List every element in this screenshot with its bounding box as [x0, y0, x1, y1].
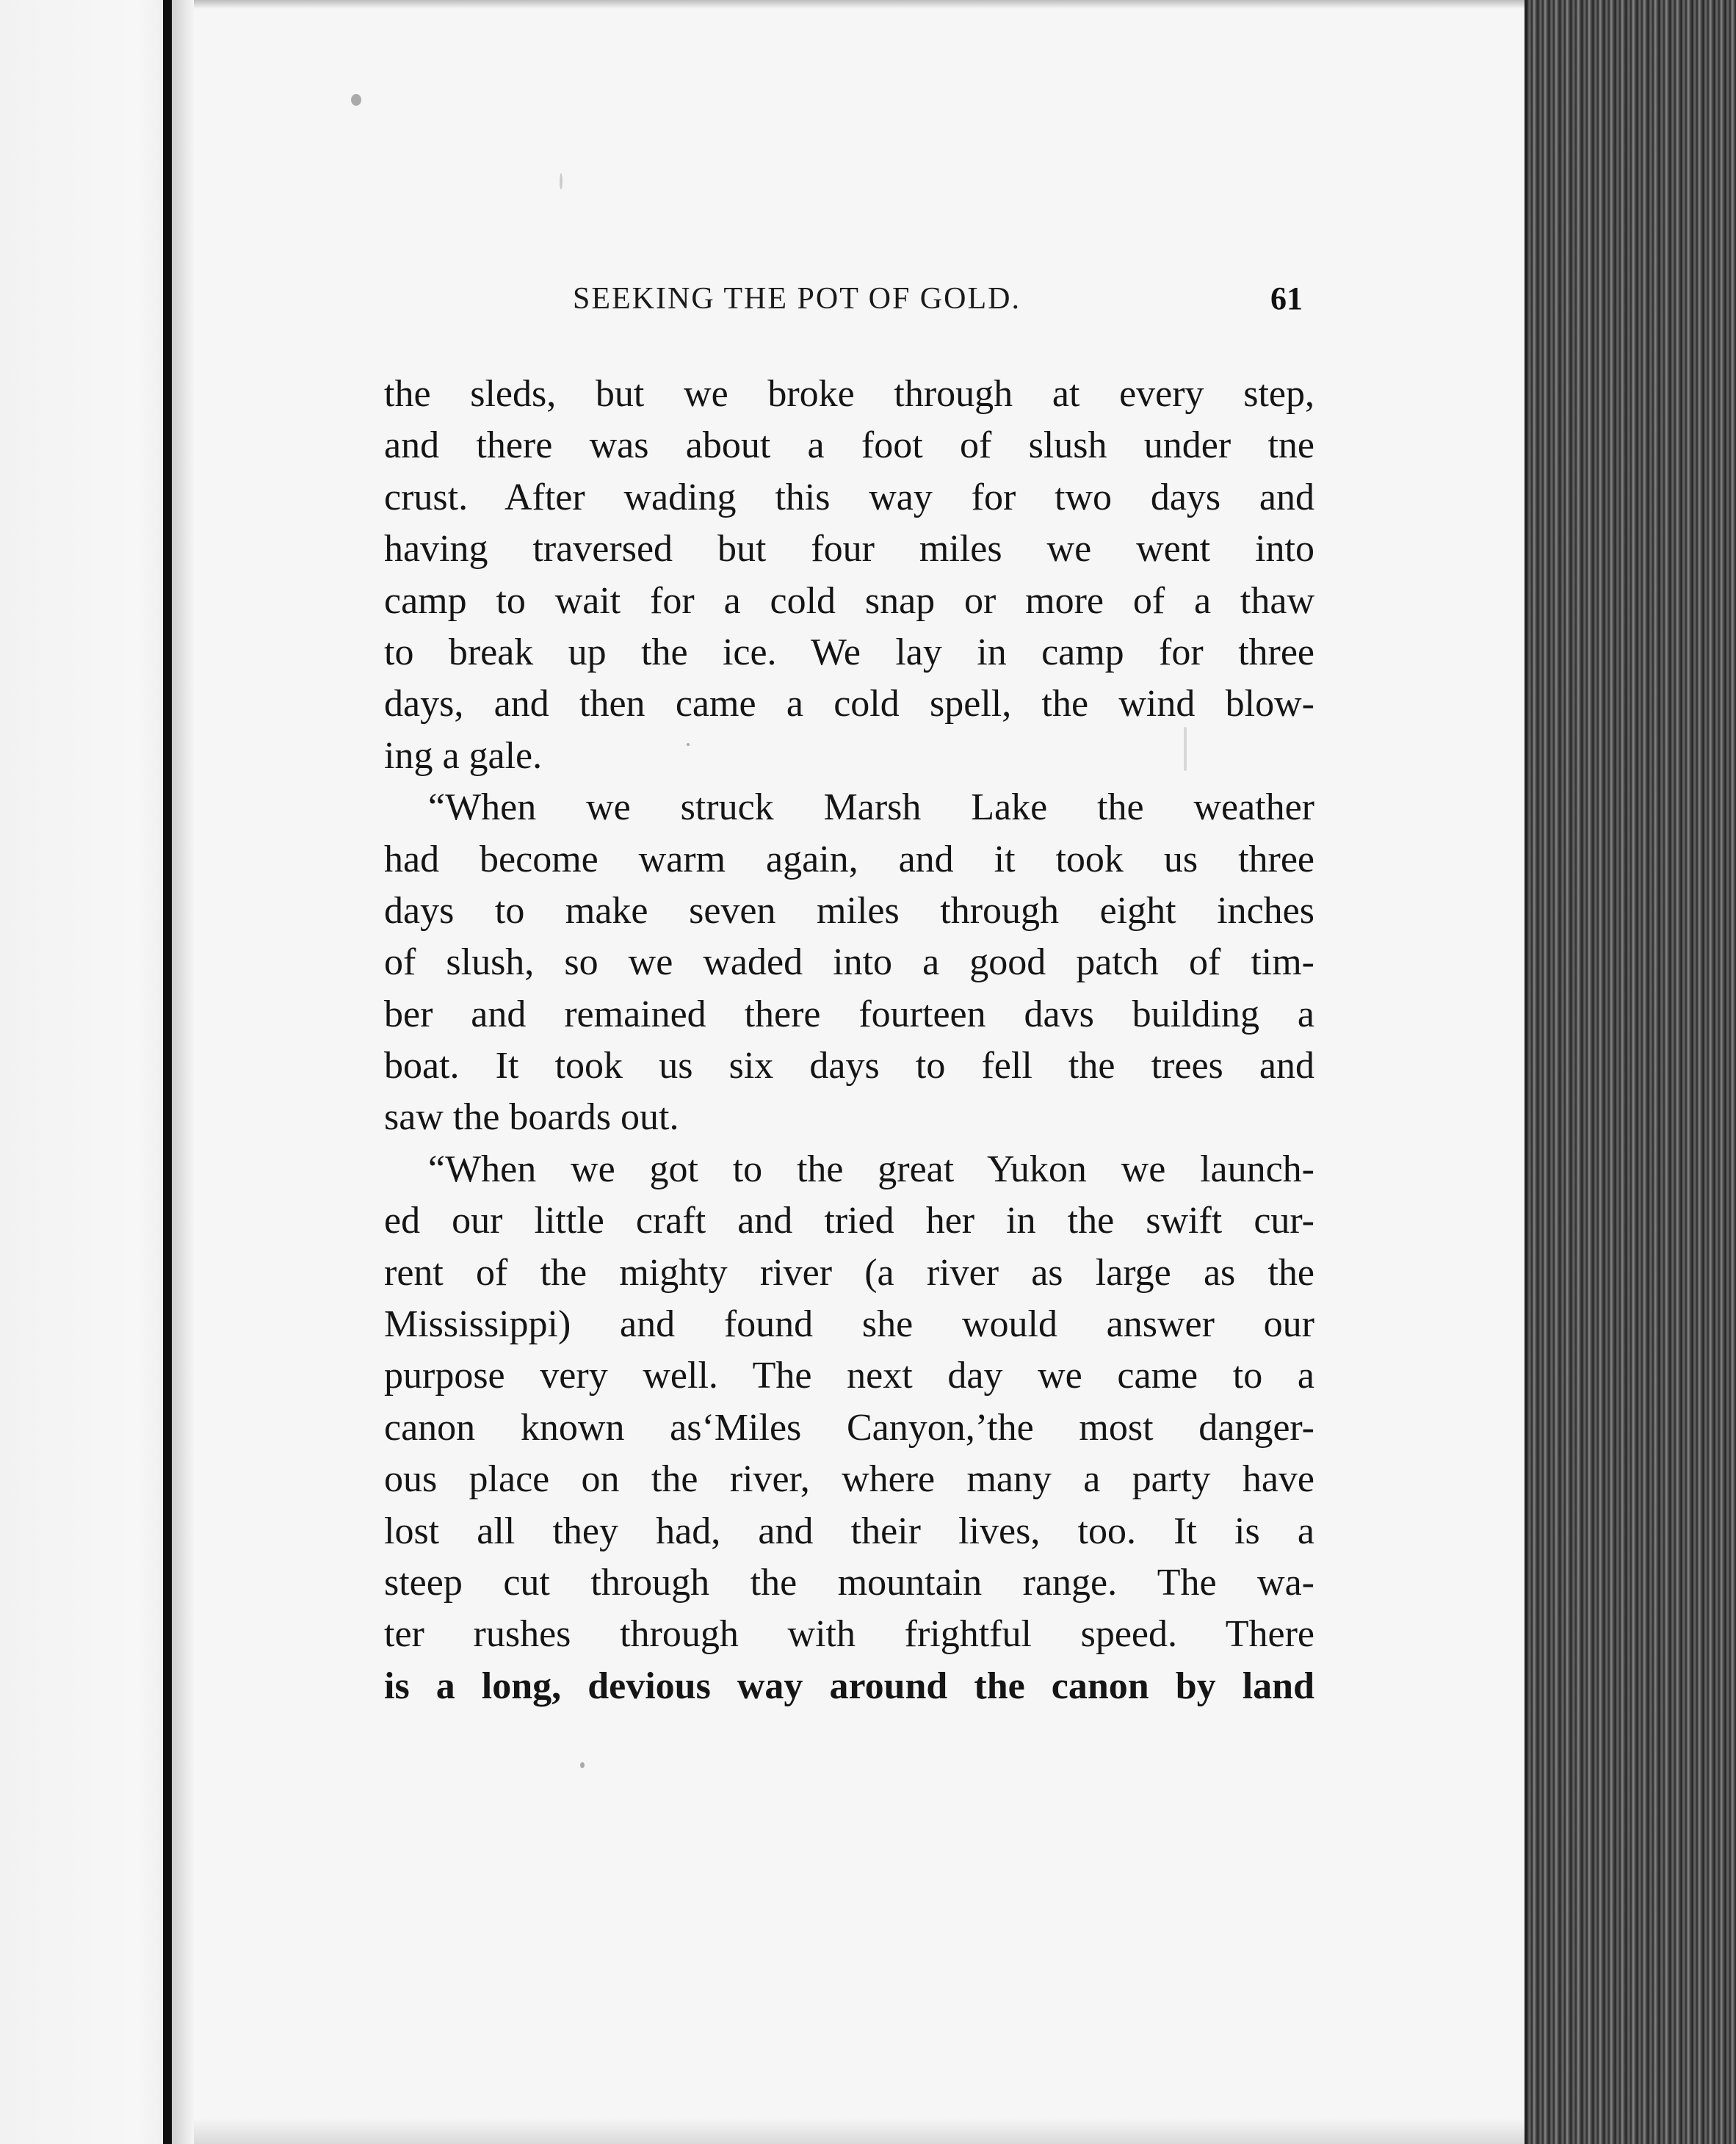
text-line: saw the boards out.	[384, 1096, 679, 1139]
text-line: days, and then came a cold spell, the wind blow-	[384, 683, 1314, 725]
text-line: purpose very well. The next day we came to a	[384, 1355, 1314, 1397]
gutter-shadow	[172, 0, 194, 2144]
text-line: having traversed but four miles we went into	[384, 528, 1314, 571]
bottom-edge-shadow	[194, 2118, 1527, 2144]
scan-speck	[560, 173, 563, 189]
text-line: ber and remained there fourteen davs building a	[384, 993, 1314, 1035]
text-line: the sleds, but we broke through at every step,	[384, 373, 1314, 415]
page-stack-edge	[1527, 0, 1736, 2144]
text-line: of slush, so we waded into a good patch of tim-	[384, 941, 1314, 984]
binding-gutter-line	[163, 0, 172, 2144]
text-line: had become warm again, and it took us three	[384, 838, 1314, 880]
text-line: lost all they had, and their lives, too. It is a	[384, 1510, 1314, 1552]
text-line: ed our little craft and tried her in the swift cur-	[384, 1200, 1314, 1242]
text-line: “When we struck Marsh Lake the weather	[428, 786, 1314, 829]
text-line: ous place on the river, where many a party have	[384, 1458, 1314, 1501]
facing-page-edge	[0, 0, 162, 2144]
page-number: 61	[1270, 280, 1303, 316]
body-text	[384, 369, 1314, 1712]
text-line: ter rushes through with frightful speed. There	[384, 1613, 1314, 1656]
text-line: camp to wait for a cold snap or more of a thaw	[384, 579, 1314, 622]
text-line: canon known as‘Miles Canyon,’the most danger-	[384, 1406, 1314, 1449]
text-line: Mississippi) and found she would answer our	[384, 1303, 1314, 1346]
text-line: and there was about a foot of slush under tne	[384, 424, 1314, 467]
text-line: to break up the ice. We lay in camp for three	[384, 631, 1314, 673]
text-line: boat. It took us six days to fell the trees and	[384, 1045, 1314, 1087]
scan-speck	[351, 94, 361, 106]
text-line: is a long, devious way around the canon by land	[384, 1665, 1314, 1707]
text-line: days to make seven miles through eight inches	[384, 889, 1314, 932]
text-line: “When we got to the great Yukon we launch-	[428, 1148, 1314, 1190]
text-line: rent of the mighty river (a river as large as the	[384, 1251, 1314, 1294]
text-line: crust. After wading this way for two days and	[384, 476, 1314, 518]
text-line: steep cut through the mountain range. The wa-	[384, 1561, 1314, 1604]
scan-speck	[580, 1762, 585, 1768]
running-head: SEEKING THE POT OF GOLD.	[573, 282, 1021, 316]
text-line: ing a gale.	[384, 734, 543, 777]
top-edge-shadow	[194, 0, 1542, 9]
